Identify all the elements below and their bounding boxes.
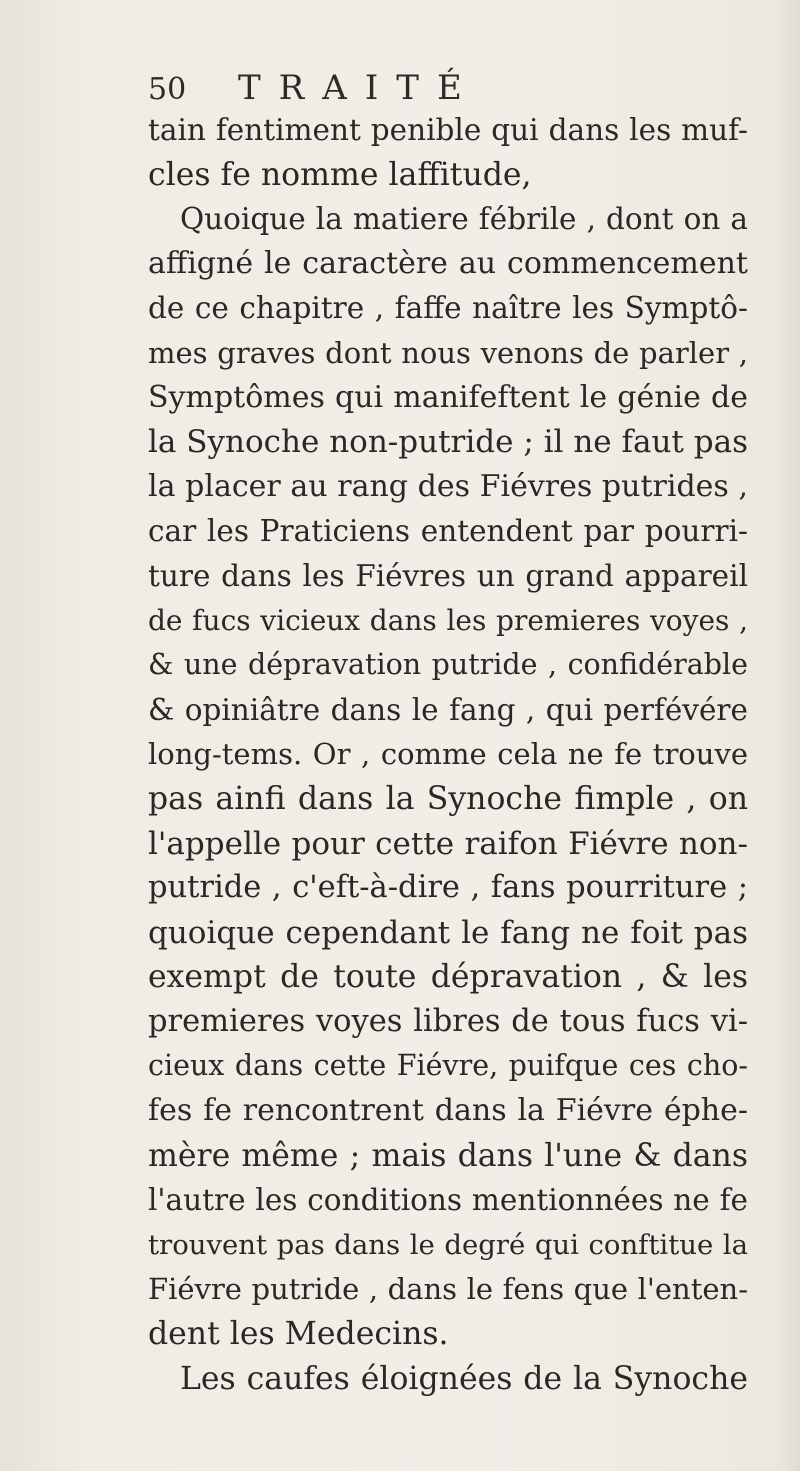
text-line: mes graves dont nous venons de parler , [148, 335, 748, 370]
text-line: pas ainfi dans la Synoche fimple , on [148, 780, 748, 817]
text-line: Les caufes éloignées de la Synoche [180, 1360, 748, 1397]
text-line: putride , c'eft-à-dire , fans pourriture ; [148, 870, 748, 906]
text-line: ture dans les Fiévres un grand appareil [148, 558, 748, 593]
text-line: & une dépravation putride , confidérable [148, 648, 748, 682]
text-line: la placer au rang des Fiévres putrides , [148, 468, 748, 504]
text-line: Quoique la matiere fébrile , dont on a [180, 202, 748, 237]
body-text [148, 108, 748, 1401]
text-line: de ce chapitre , faffe naître les Symptô- [148, 291, 748, 326]
text-line: l'appelle pour cette raifon Fiévre non- [148, 825, 748, 862]
text-line: trouvent pas dans le degré qui conftitue la [148, 1228, 748, 1261]
text-line: de fucs vicieux dans les premieres voyes , [148, 603, 748, 637]
text-line: mère même ; mais dans l'une & dans [148, 1137, 748, 1174]
page-number: 50 [148, 72, 187, 107]
text-line: dent les Medecins. [148, 1316, 449, 1353]
text-line: tain fentiment penible qui dans les muf- [148, 113, 748, 147]
text-line: car les Praticiens entendent par pourri- [148, 514, 748, 549]
text-line: exempt de toute dépravation , & les [148, 959, 748, 996]
text-line: long-tems. Or , comme cela ne fe trouve [148, 737, 748, 772]
text-line: Symptômes qui manifeftent le génie de [148, 379, 748, 415]
text-line: fes fe rencontrent dans la Fiévre éphe- [148, 1093, 748, 1129]
running-title: TRAITÉ [238, 68, 480, 108]
text-line: quoique cependant le fang ne foit pas [148, 914, 748, 951]
text-line: affigné le caractère au commencement [148, 245, 748, 281]
text-line: cles fe nomme laffitude, [148, 156, 532, 193]
text-line: l'autre les conditions mentionnées ne fe [148, 1183, 748, 1218]
text-line: cieux dans cette Fiévre, puifque ces cho- [148, 1049, 748, 1083]
text-line: la Synoche non-putride ; il ne faut pas [148, 424, 748, 461]
text-line: Fiévre putride , dans le fens que l'enten- [148, 1272, 748, 1307]
text-line: premieres voyes libres de tous fucs vi- [148, 1003, 748, 1039]
text-line: & opiniâtre dans le fang , qui perfévére [148, 692, 748, 727]
